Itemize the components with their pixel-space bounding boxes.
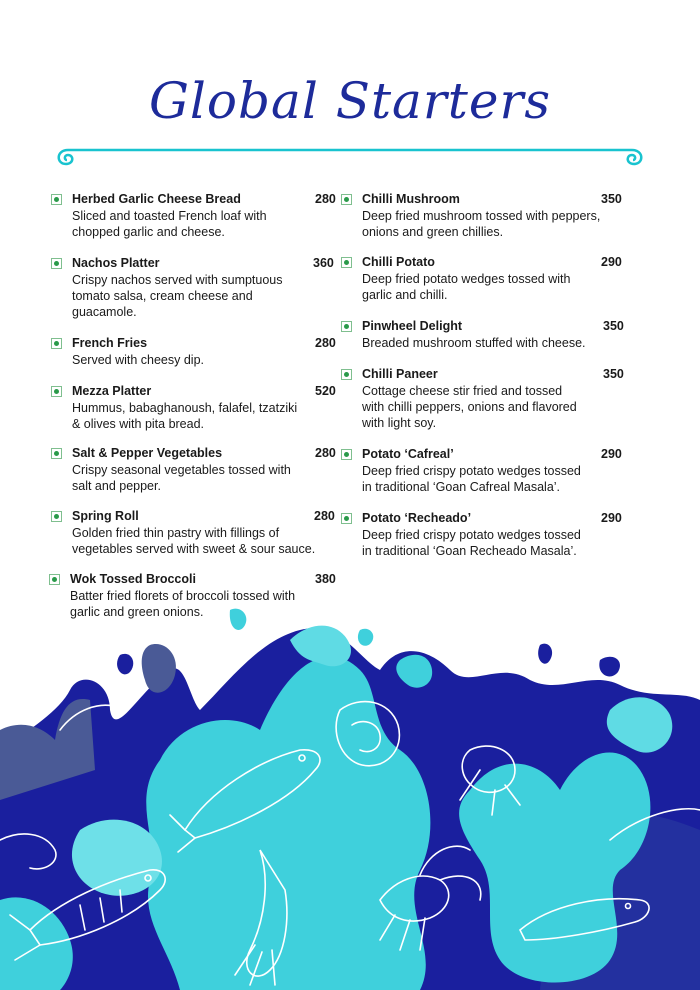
item-name: Wok Tossed Broccoli (70, 572, 196, 586)
item-description: Crispy nachos served with sumptuous tomato salsa, cream cheese and guacamole. (72, 273, 283, 319)
veg-icon (341, 321, 352, 332)
item-description: Served with cheesy dip. (72, 353, 205, 367)
item-name: Salt & Pepper Vegetables (72, 446, 223, 460)
item-description: Deep fried crispy potato wedges tossed in traditional ‘Goan Recheado Masala’. (362, 528, 581, 558)
item-name: Herbed Garlic Cheese Bread (72, 192, 241, 206)
item-price: 350 (601, 192, 622, 206)
item-price: 280 (315, 336, 336, 350)
item-description: Hummus, babaghanoush, falafel, tzatziki & olives with pita bread. (72, 401, 298, 431)
item-name: Chilli Mushroom (362, 192, 460, 206)
veg-icon (341, 449, 352, 460)
item-description: Sliced and toasted French loaf with chopped garlic and cheese. (72, 209, 267, 239)
item-price: 280 (315, 446, 336, 460)
item-name: Chilli Paneer (362, 367, 438, 381)
veg-icon (51, 386, 62, 397)
item-price: 380 (315, 572, 336, 586)
veg-icon (341, 194, 352, 205)
item-name: Potato ‘Recheado’ (362, 511, 472, 525)
item-description: Crispy seasonal vegetables tossed with salt and pepper. (72, 463, 291, 493)
ornamental-divider (52, 144, 648, 178)
veg-icon (51, 511, 62, 522)
item-price: 290 (601, 255, 622, 269)
item-description: Deep fried mushroom tossed with peppers, onions and green chillies. (362, 209, 601, 239)
item-price: 290 (601, 511, 622, 525)
item-price: 350 (603, 319, 624, 333)
item-description: Golden fried thin pastry with fillings of vegetables served with sweet & sour sauce. (72, 526, 316, 556)
item-price: 350 (603, 367, 624, 381)
veg-icon (51, 194, 62, 205)
page-title: Global Starters (148, 72, 552, 130)
veg-icon (51, 338, 62, 349)
item-name: Mezza Platter (72, 384, 152, 398)
item-name: Nachos Platter (72, 256, 160, 270)
item-price: 520 (315, 384, 336, 398)
veg-icon (49, 574, 60, 585)
item-description: Deep fried crispy potato wedges tossed in traditional ‘Goan Cafreal Masala’. (362, 464, 581, 494)
item-name: French Fries (72, 336, 148, 350)
item-description: Cottage cheese stir fried and tossed with chilli peppers, onions and flavored with light soy. (362, 384, 577, 430)
item-name: Spring Roll (72, 509, 139, 523)
item-name: Potato ‘Cafreal’ (362, 447, 454, 461)
item-description: Batter fried florets of broccoli tossed with garlic and green onions. (70, 589, 296, 619)
item-price: 360 (313, 256, 334, 270)
item-description: Deep fried potato wedges tossed with garlic and chilli. (362, 272, 571, 302)
item-description: Breaded mushroom stuffed with cheese. (362, 336, 586, 350)
item-name: Pinwheel Delight (362, 319, 463, 333)
veg-icon (51, 258, 62, 269)
seafood-splash-illustration (0, 600, 700, 990)
item-price: 290 (601, 447, 622, 461)
veg-icon (341, 369, 352, 380)
veg-icon (51, 448, 62, 459)
item-price: 280 (315, 192, 336, 206)
item-name: Chilli Potato (362, 255, 435, 269)
item-price: 280 (314, 509, 335, 523)
veg-icon (341, 257, 352, 268)
veg-icon (341, 513, 352, 524)
